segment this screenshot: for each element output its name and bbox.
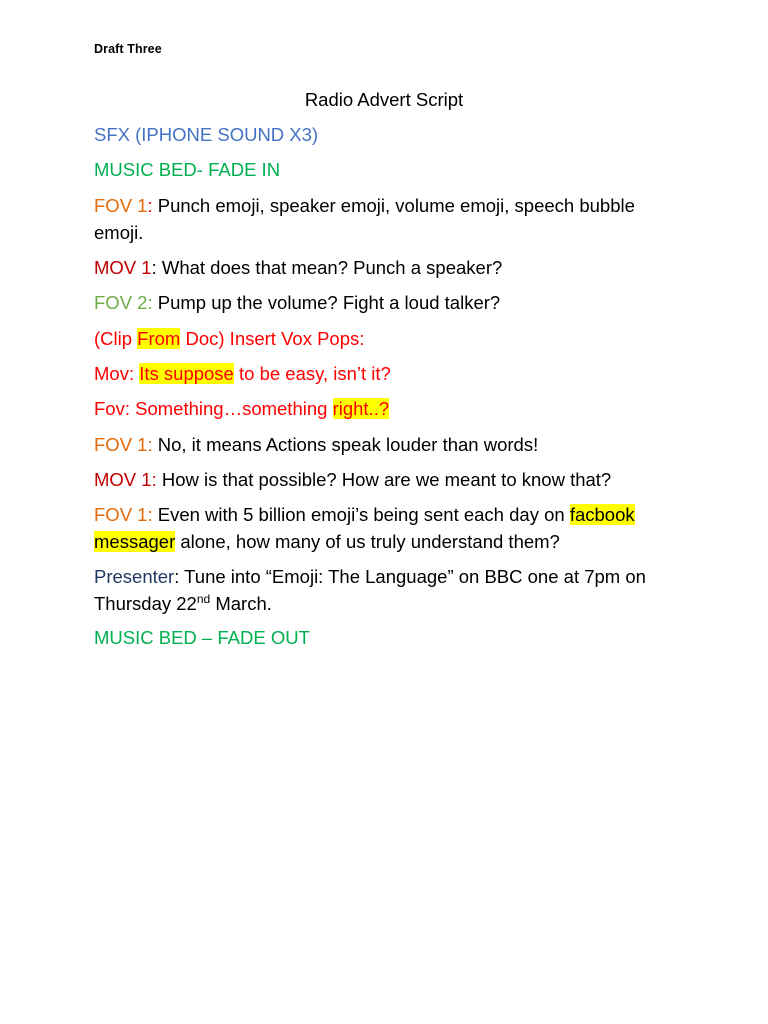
speaker-label: MOV 1: [94, 469, 157, 490]
script-line-fov1-actions [94, 432, 684, 459]
script-line-mov1-meaning [94, 255, 684, 282]
script-line-vox-pops [94, 326, 684, 353]
speaker-label: MOV 1 [94, 257, 152, 278]
script-line-fov2-volume [94, 290, 684, 317]
script-line-mov1-possible [94, 467, 684, 494]
highlighted-text: facbook [569, 504, 635, 525]
line-text: March. [210, 592, 272, 614]
music-fade-out-line: MUSIC BED – FADE OUT [94, 627, 310, 648]
line-text: Pump up the volume? Fight a loud talker? [152, 292, 501, 313]
highlighted-text: From [137, 328, 181, 349]
speaker-colon: : [174, 566, 180, 587]
line-text: (Clip [94, 328, 138, 349]
document-title: Radio Advert Script [304, 89, 464, 110]
line-text: Fov: Something…something [94, 398, 333, 419]
speaker-colon: : [151, 257, 157, 278]
highlighted-text: messager [94, 530, 176, 552]
line-text: alone, how many of us truly understand them? [175, 530, 560, 552]
script-line-fov1-billion [94, 502, 684, 555]
line-text: Tune into “Emoji: The Language” on BBC one at 7pm on Thursday 22 [94, 566, 646, 614]
line-text: What does that mean? Punch a speaker? [156, 257, 503, 278]
line-text: to be easy, isn’t it? [233, 363, 391, 384]
speaker-label: FOV 1: [94, 504, 153, 525]
line-text: Mov: [94, 363, 140, 384]
line-text: Even with 5 billion emoji’s being sent each day on [152, 504, 570, 525]
speaker-label: Presenter [94, 566, 175, 587]
highlighted-text: right..? [332, 398, 390, 419]
highlighted-text: Its suppose [139, 363, 234, 384]
speaker-label: FOV 2: [94, 292, 153, 313]
music-fade-in-line: MUSIC BED- FADE IN [94, 159, 281, 180]
line-text: Doc) Insert Vox Pops: [180, 328, 365, 349]
speaker-label: FOV 1 [94, 195, 148, 216]
script-line-fov1-emoji [94, 193, 684, 246]
ordinal-suffix: nd [196, 591, 211, 606]
script-line-mov-easy [94, 361, 684, 388]
speaker-colon: : [147, 195, 153, 216]
line-text: Punch emoji, speaker emoji, volume emoji, speech bubble emoji. [94, 195, 635, 243]
script-line-fov-something [94, 396, 684, 423]
speaker-label: FOV 1: [94, 434, 153, 455]
line-text: No, it means Actions speak louder than words! [152, 434, 539, 455]
document-header: Draft Three [94, 42, 162, 56]
script-line-presenter [94, 564, 684, 617]
sfx-line: SFX (IPHONE SOUND X3) [94, 124, 319, 145]
line-text: How is that possible? How are we meant to know that? [156, 469, 612, 490]
